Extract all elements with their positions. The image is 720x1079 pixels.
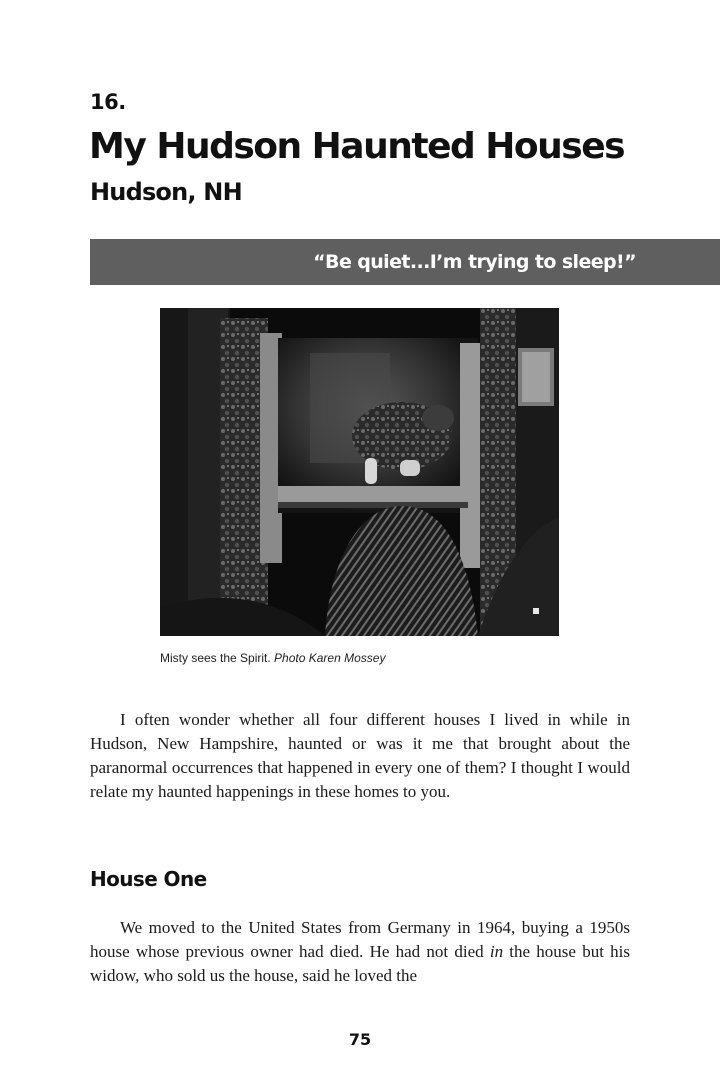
- photo-image: [160, 308, 559, 636]
- quote-bar: [90, 239, 720, 285]
- chapter-location: Hudson, NH: [90, 178, 242, 206]
- paragraph-1: I often wonder whether all four different houses I lived in while in Hudson, New Hampshire, haunted or was it me that brought about the paranormal occurrences that happened in every one of them? I thought I would relate my haunted happenings in these homes to you.: [90, 710, 630, 801]
- caption-credit: Photo Karen Mossey: [274, 651, 386, 665]
- photo: [160, 308, 559, 636]
- paragraph-2: [90, 916, 630, 988]
- paragraph-2-text-b: the house but his widow, who sold us the house, said he loved the: [90, 942, 630, 985]
- caption-text: Misty sees the Spirit.: [160, 651, 271, 665]
- chapter-number: 16.: [90, 90, 126, 114]
- paragraph-2-text-a: We moved to the United States from Germany in 1964, buying a 1950s house whose previous owner had died. He had not died: [90, 918, 630, 961]
- section-heading: House One: [90, 867, 207, 891]
- quote-text: “Be quiet...I’m trying to sleep!”: [313, 251, 636, 273]
- page-number: 75: [348, 1030, 372, 1049]
- chapter-title: My Hudson Haunted Houses: [89, 126, 625, 167]
- photo-caption: [160, 651, 385, 665]
- paragraph-2-emphasis: in: [489, 942, 504, 961]
